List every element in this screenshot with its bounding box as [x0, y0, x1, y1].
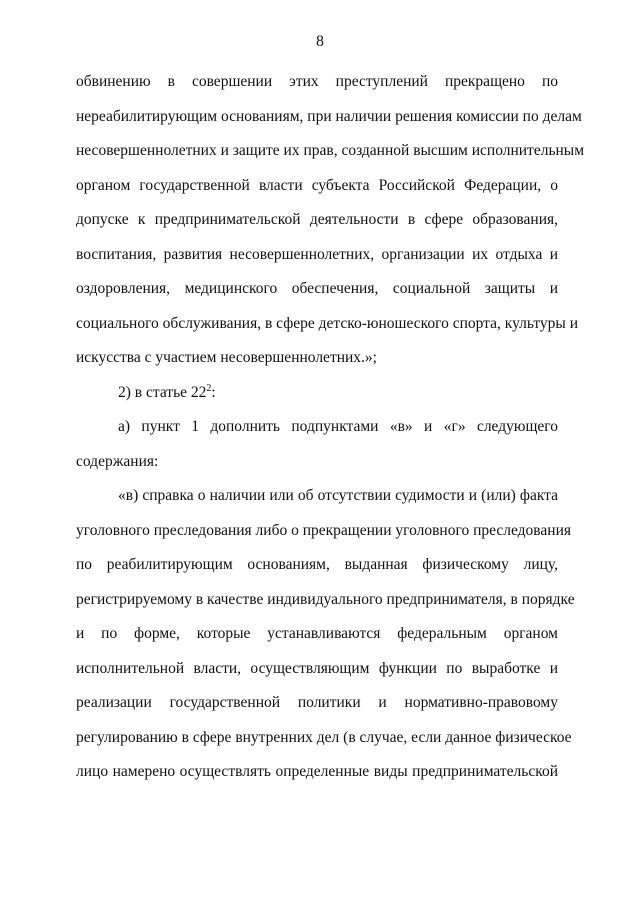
text-line: оздоровления, медицинского обеспечения, социальной защиты и [76, 280, 558, 297]
text-line: искусства с участием несовершеннолетних.»; [76, 349, 377, 366]
text-line: уголовного преследования либо о прекращении уголовного преследования [76, 521, 572, 539]
text-line: по реабилитирующим основаниям, выданная физическому лицу, [76, 556, 558, 573]
text-line: обвинению в совершении этих преступлений прекращено по [76, 73, 558, 90]
text-line: воспитания, развития несовершеннолетних, организации их отдыха и [76, 245, 558, 263]
text-line: реализации государственной политики и нормативно-правовому [76, 694, 558, 711]
text-line: регулированию в сфере внутренних дел (в случае, если данное физическое [76, 728, 572, 746]
page-number: 8 [316, 33, 324, 50]
text-line: «в) справка о наличии или об отсутствии судимости и (или) факта [118, 487, 558, 504]
list-item-article [76, 376, 558, 411]
text-line: а) пункт 1 дополнить подпунктами «в» и «г» следующего [118, 418, 558, 435]
text-line: исполнительной власти, осуществляющим функции по выработке и [76, 659, 558, 677]
document-body [76, 65, 585, 790]
text-line: допуске к предпринимательской деятельности в сфере образования, [76, 211, 558, 228]
article-colon: : [211, 383, 216, 401]
text-line: содержания: [76, 452, 159, 470]
text-line: регистрируемому в качестве индивидуального предпринимателя, в порядке [76, 590, 575, 608]
text-line: органом государственной власти субъекта Российской Федерации, о [76, 176, 558, 194]
article-reference-text: 2) в статье 22 [118, 383, 207, 401]
text-line: лицо намерено осуществлять определенные виды предпринимательской [76, 763, 558, 780]
text-line: нереабилитирующим основаниям, при наличии решения комиссии по делам [76, 107, 582, 125]
text-line: социального обслуживания, в сфере детско-юношеского спорта, культуры и [76, 314, 579, 332]
text-line: несовершеннолетних и защите их прав, созданной высшим исполнительным [76, 142, 585, 159]
article-superscript: 2 [206, 382, 212, 394]
text-line: и по форме, которые устанавливаются федеральным органом [76, 625, 558, 642]
